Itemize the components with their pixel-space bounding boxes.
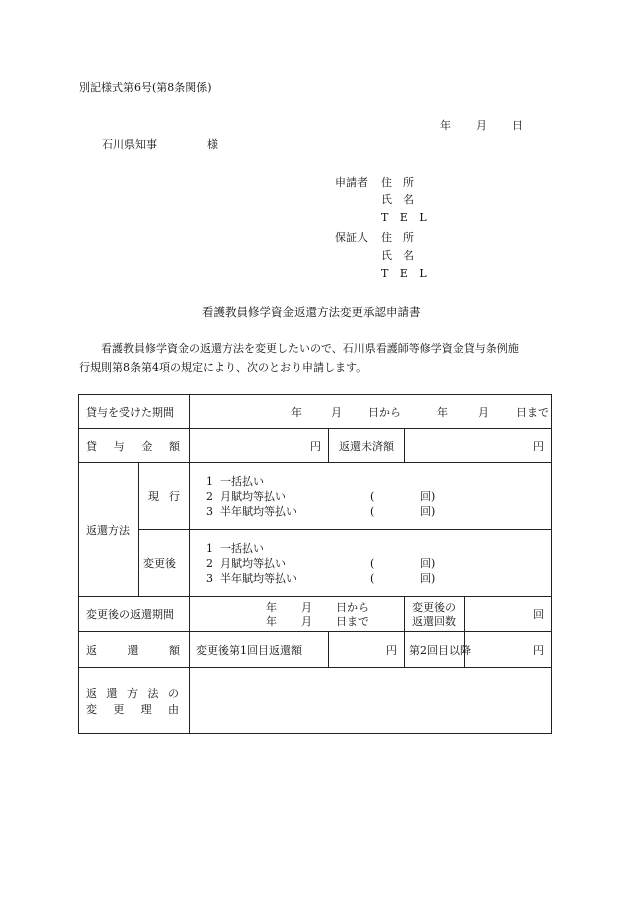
reason-label: 返 還 方 法 の 変 更 理 由 (79, 668, 190, 734)
new-start-day: 日から (336, 601, 369, 614)
repayment-count-field[interactable]: 回 (465, 597, 552, 632)
new-end-day: 日まで (336, 615, 369, 628)
date-year-label: 年 (440, 119, 451, 132)
loan-amount-field[interactable]: 円 (190, 429, 329, 463)
loan-start-year: 年 (291, 405, 302, 419)
loan-end-year: 年 (437, 405, 448, 419)
addressee: 石川県知事 (102, 138, 157, 151)
new-period-label: 変更後の返還期間 (79, 597, 190, 632)
honorific: 様 (207, 138, 218, 151)
after-option-2[interactable]: 2 月賦均等払い ( 回) (206, 556, 436, 570)
loan-start-day: 日から (368, 405, 401, 419)
loan-end-month: 月 (478, 405, 489, 419)
form-number: 別記様式第6号(第8条関係) (79, 81, 212, 94)
second-repayment-label: 第2回目以降 (405, 632, 465, 668)
repayment-method-label: 返還方法 (79, 463, 139, 597)
reason-field[interactable] (190, 668, 552, 734)
document-title: 看護教員修学資金返還方法変更承認申請書 (202, 305, 421, 319)
unpaid-amount-field[interactable]: 円 (405, 429, 552, 463)
body-line-1: 看護教員修学資金の返還方法を変更したいので、石川県看護師等修学資金貸与条例施 (101, 342, 519, 355)
loan-amount-row (79, 429, 552, 463)
after-change-label: 変更後 (139, 530, 190, 597)
after-options[interactable] (190, 530, 552, 597)
applicant-role: 申請者 (335, 176, 368, 189)
new-period-dates[interactable] (190, 597, 405, 632)
loan-period-row (79, 395, 552, 429)
application-table (78, 394, 552, 734)
guarantor-address-label: 住 所 (381, 231, 414, 244)
current-option-1[interactable]: 1 一括払い (206, 474, 264, 488)
date-month-label: 月 (476, 119, 487, 132)
new-period-row (79, 597, 552, 632)
date-day-label: 日 (512, 119, 523, 132)
applicant-name-label: 氏 名 (381, 193, 414, 206)
body-line-2: 行規則第8条第4項の規定により、次のとおり申請します。 (79, 361, 368, 374)
after-option-3[interactable]: 3 半年賦均等払い ( 回) (206, 571, 436, 585)
first-repayment-label: 変更後第1回目返還額 (190, 632, 329, 668)
loan-period-cell[interactable] (190, 395, 552, 429)
applicant-tel-label: T E L (381, 211, 431, 224)
loan-start-month: 月 (331, 405, 342, 419)
second-repayment-field[interactable]: 円 (465, 632, 552, 668)
loan-amount-label: 貸 与 金 額 (79, 429, 190, 463)
repayment-count-label: 変更後の 返還回数 (405, 597, 465, 632)
current-option-2[interactable]: 2 月賦均等払い ( 回) (206, 489, 436, 503)
guarantor-tel-label: T E L (381, 267, 431, 280)
loan-period-label: 貸与を受けた期間 (79, 395, 190, 429)
current-label: 現 行 (139, 463, 190, 530)
first-repayment-field[interactable]: 円 (329, 632, 405, 668)
guarantor-name-label: 氏 名 (381, 249, 414, 262)
after-option-1[interactable]: 1 一括払い (206, 541, 264, 555)
current-option-3[interactable]: 3 半年賦均等払い ( 回) (206, 504, 436, 518)
new-end-year: 年 (266, 615, 277, 628)
current-options[interactable] (190, 463, 552, 530)
applicant-address-label: 住 所 (381, 176, 414, 189)
new-start-month: 月 (301, 601, 312, 614)
repayment-amount-label: 返 還 額 (79, 632, 190, 668)
repayment-amount-row (79, 632, 552, 668)
unpaid-label: 返還未済額 (329, 429, 405, 463)
method-after-row (79, 530, 552, 597)
new-end-month: 月 (301, 615, 312, 628)
loan-end-day: 日まで (516, 405, 549, 419)
method-current-row (79, 463, 552, 530)
guarantor-role: 保証人 (335, 231, 368, 244)
reason-row (79, 668, 552, 734)
new-start-year: 年 (266, 601, 277, 614)
